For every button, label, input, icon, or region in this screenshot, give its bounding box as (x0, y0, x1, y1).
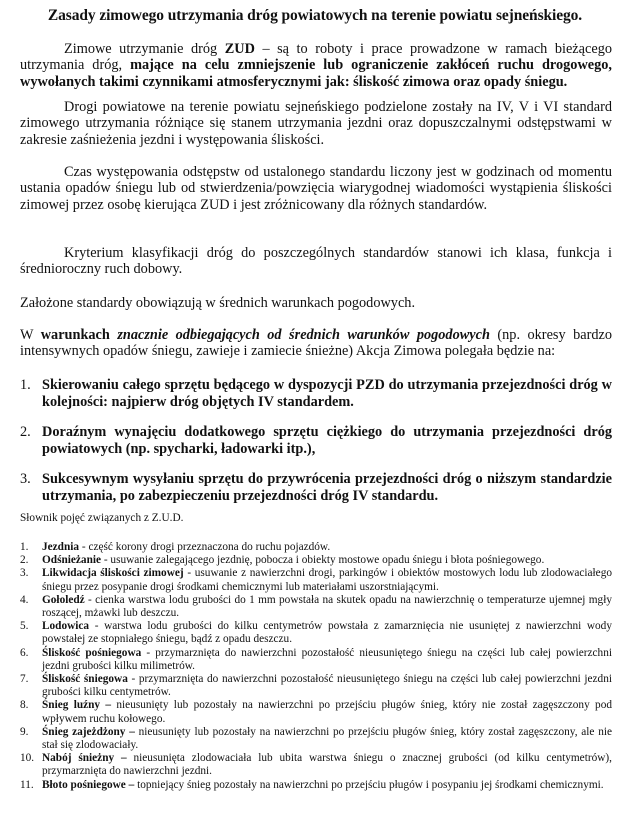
dictionary-term: Błoto pośniegowe – (42, 778, 135, 791)
paragraph-deviation-time (20, 164, 612, 213)
dictionary-item (20, 673, 612, 699)
dictionary-definition: przymarznięta do nawierzchni pozostałość nieusuniętego śniegu na części lub całej powierzchni jezdni grubości kilku milimetrów. (42, 646, 612, 672)
dictionary-item (20, 541, 612, 554)
dictionary-item (20, 647, 612, 673)
action-text: Skierowaniu całego sprzętu będącego w dyspozycji PZD do utrzymania przejezdności dróg w kolejności: najpierw dróg objętych IV standardem. (42, 377, 612, 410)
action-list (20, 377, 612, 518)
paragraph-text: Czas występowania odstępstw od ustalonego standardu liczony jest w godzinach od momentu ustania opadów śniegu lub od stwierdzenia/powzięcia wiarygodnej wiadomości wystąpienia śliskości zimowej przez osobę kierująca ZUD i jest zróżnicowany dla różnych standardów. (20, 164, 612, 213)
paragraph-bold-text: warunkach (40, 327, 110, 343)
list-number: 2. (20, 424, 31, 440)
dictionary-term: Jezdnia (42, 541, 80, 553)
dictionary-term: Odśnieżanie (42, 554, 101, 567)
separator: - (141, 646, 156, 659)
paragraph-standards (20, 99, 612, 148)
dictionary-definition: nieusunięty lub pozostały na nawierzchni po przejściu pługów śnieg, który nie został zagęszczony pod wpływem ruchu kołowego. (42, 699, 613, 725)
dictionary-definition: cienka warstwa lodu grubości do 1 mm powstała na skutek opadu na nawierzchnię o temperaturze ujemnej mgły roszącej, mżawki lub deszczu. (42, 593, 612, 620)
action-text: Sukcesywnym wysyłaniu sprzętu do przywrócenia przejezdności dróg o niższym standardzie utrzymania, po zabezpieczeniu przejezdności dróg IV standardu. (42, 471, 612, 504)
dictionary-item (20, 779, 612, 792)
separator: - (79, 541, 89, 553)
list-number: 3. (20, 471, 31, 487)
list-number: 9. (20, 725, 29, 738)
paragraph-average-conditions (20, 295, 612, 311)
dictionary-term: Śliskość pośniegowa (42, 646, 142, 659)
dictionary-definition: nieusunięty lub pozostały na nawierzchni po przejściu pługów śnieg, który został zagęszczony, ale nie stał się zlodowaciały. (42, 725, 612, 752)
dictionary-definition: nieusunięta zlodowaciała lub ubita warstwa śniegu o znacznej grubości (od kilku centymetrów), przymarznięta do nawierzchni jezdni. (42, 752, 612, 778)
dictionary-term: Śliskość śniegowa (42, 673, 128, 686)
paragraph-text: Drogi powiatowe na terenie powiatu sejneńskiego podzielone zostały na IV, V i VI standard zimowego utrzymania różniące się stanem utrzymania jezdni oraz dopuszczalnymi odstępstwami w zakresie zaśnieżenia jezdni i występowania śliskości. (20, 99, 612, 148)
list-number: 5. (20, 620, 29, 633)
dictionary-term: Gołoledź (42, 593, 85, 606)
dictionary-definition: topniejący śnieg pozostały na nawierzchni po przejściu pługów i posypaniu jej środkami chemicznymi. (137, 778, 604, 791)
separator: - (127, 673, 139, 686)
list-number: 1. (20, 377, 31, 393)
list-number: 1. (20, 541, 29, 553)
dictionary-list (20, 541, 612, 792)
action-item (20, 471, 612, 504)
list-number: 11. (20, 778, 34, 791)
dictionary-term: Nabój śnieżny – (42, 752, 127, 765)
list-number: 8. (20, 699, 29, 712)
list-number: 4. (20, 593, 29, 606)
dictionary-definition: usuwanie z nawierzchni drogi, parkingów i obiektów mostowych lodu lub zlodowaciałego śniegu przez posypanie drogi środkami chemicznymi lub materiałami uszorstniającymi. (42, 567, 612, 593)
dictionary-term: Likwidacja śliskości zimowej (42, 567, 184, 580)
dictionary-item (20, 594, 612, 620)
dictionary-definition: warstwa lodu grubości do kilku centymetrów powstała z zamarznięcia nie usuniętej z nawierzchni wody powstałej ze stopniałego śniegu, bądź z opadu deszczu. (42, 620, 612, 646)
separator: - (183, 567, 195, 580)
action-text: Doraźnym wynajęciu dodatkowego sprzętu ciężkiego do utrzymania przejezdności dróg powiatowych (np. spycharki, ładowarki itp.), (42, 424, 612, 457)
paragraph-text: (np. okresy bardzo intensywnych opadów śniegu, zawieje i zamiecie śnieżne) Akcja Zimowa polegała będzie na: (20, 327, 612, 360)
list-number: 10. (20, 752, 35, 765)
list-number: 2. (20, 554, 29, 567)
zud-abbrev: ZUD (224, 41, 255, 57)
dictionary-term: Śnieg luźny – (42, 699, 112, 712)
paragraph-classification (20, 245, 612, 278)
action-item (20, 377, 612, 410)
paragraph-extreme-conditions (20, 327, 612, 360)
dictionary-definition: część korony drogi przeznaczona do ruchu pojazdów. (88, 541, 331, 553)
dictionary-definition: usuwanie zalegającego jezdnię, pobocza i obiekty mostowe opadu śniegu i błota pośniegowego. (110, 554, 545, 567)
separator: - (101, 554, 111, 567)
paragraph-text: Kryterium klasyfikacji dróg do poszczególnych standardów stanowi ich klasa, funkcja i średnioroczny ruch dobowy. (20, 245, 612, 278)
action-item (20, 424, 612, 457)
paragraph-text: Założone standardy obowiązują w średnich warunkach pogodowych. (20, 295, 416, 311)
list-number: 6. (20, 646, 29, 659)
paragraph-zud-definition (20, 41, 612, 90)
separator: - (84, 593, 96, 606)
dictionary-term: Śnieg zajeżdżony – (42, 725, 135, 738)
dictionary-title: Słownik pojęć związanych z Z.U.D. (20, 512, 184, 524)
separator: - (89, 620, 105, 633)
list-number: 3. (20, 567, 29, 580)
dictionary-item (20, 699, 612, 725)
document-title: Zasady zimowego utrzymania dróg powiatowych na terenie powiatu sejneńskiego. (47, 7, 583, 24)
paragraph-text: W (20, 327, 41, 343)
dictionary-definition: przymarznięta do nawierzchni pozostałość nieusuniętego śniegu na części lub całej powierzchni jezdni grubości kilku centymetrów. (42, 673, 612, 699)
dictionary-item (20, 567, 612, 593)
paragraph-text: – są to roboty i prace prowadzone w ramach bieżącego utrzymania dróg, (20, 41, 612, 74)
dictionary-item (20, 620, 612, 646)
dictionary-item (20, 554, 612, 567)
paragraph-bold-italic-text: znacznie odbiegających od średnich warunków pogodowych (109, 327, 490, 343)
paragraph-bold-text: mające na celu zmniejszenie lub ograniczenie zakłóceń ruchu drogowego, wywołanych takimi czynnikami atmosferycznymi jak: śliskość zimowa oraz opady śniegu. (20, 57, 612, 90)
separator (127, 752, 134, 764)
paragraph-text: Zimowe utrzymanie dróg (64, 41, 225, 57)
list-number: 7. (20, 673, 29, 686)
dictionary-term: Lodowica (42, 620, 90, 633)
dictionary-item (20, 726, 612, 752)
dictionary-item (20, 752, 612, 778)
